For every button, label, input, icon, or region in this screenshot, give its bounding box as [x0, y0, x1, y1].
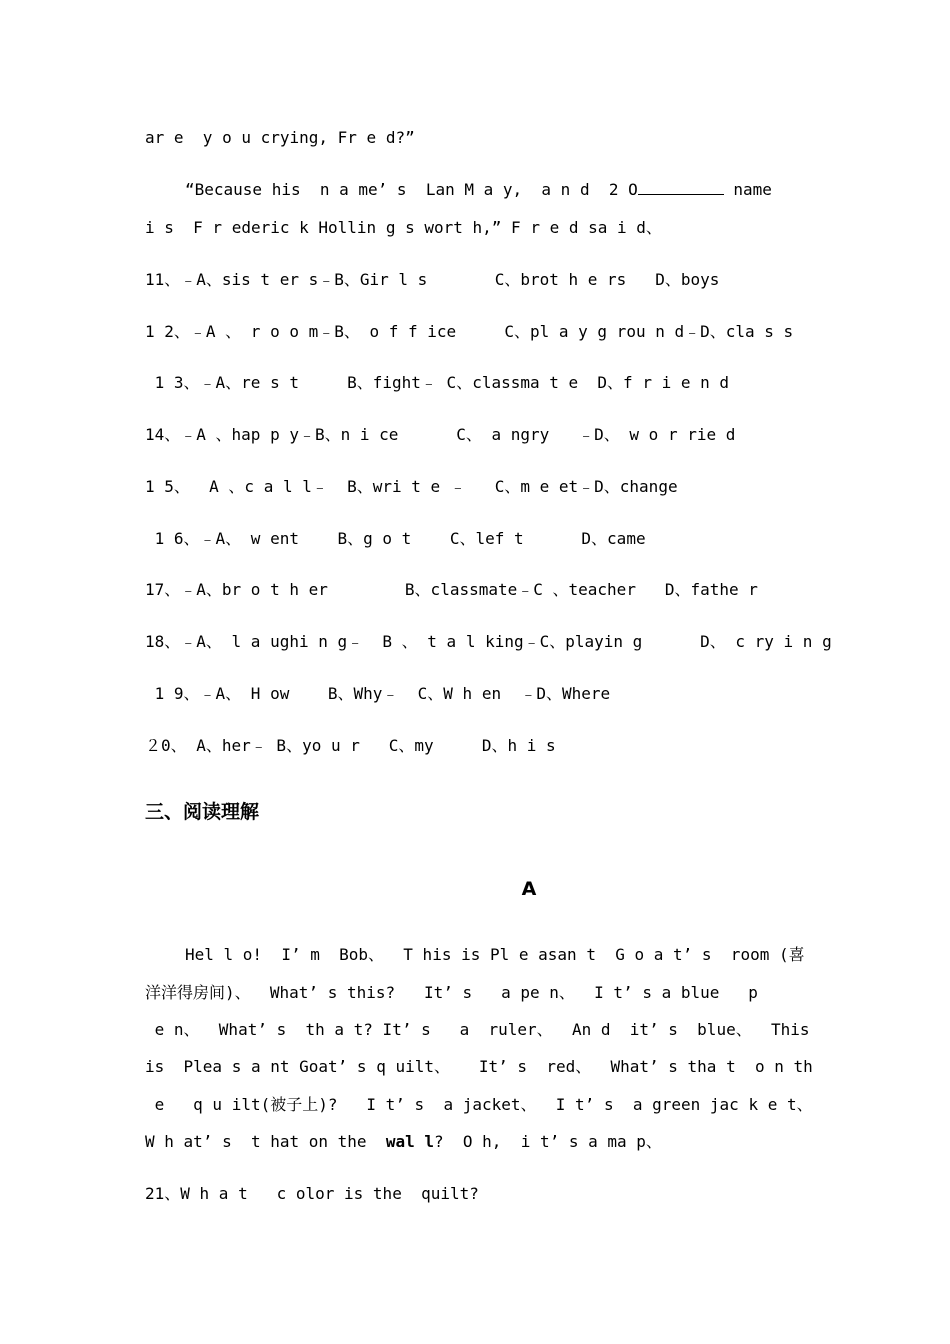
text-segment: ? O h, i t’ s a ma p、 — [434, 1132, 662, 1151]
question-line-19: 1 9、﹣A、 H ow B、Why﹣ C、W h en ﹣D、Where — [145, 684, 611, 703]
bold-word: wal l — [385, 1132, 434, 1151]
text-line — [185, 180, 865, 200]
text-segment: name — [723, 180, 772, 199]
text-segment: W h at’ s t hat on the — [145, 1132, 386, 1151]
question-line-21: 21、W h a t c olor is the quilt? — [145, 1184, 479, 1203]
question-line-14: 14、﹣A 、hap p y﹣B、n i ce C、 a ngry ﹣D、 w o r rie d — [145, 425, 736, 444]
passage-line: e q u ilt(被子上)? I t’ s a jacket、 I t’ s a green jac k e t、 — [145, 1095, 813, 1114]
passage-title: A — [521, 878, 537, 900]
passage-line — [145, 1132, 825, 1152]
answer-blank[interactable] — [638, 180, 724, 195]
text-line: ar e y o u crying, Fr e d?” — [145, 128, 415, 147]
passage-line: is Plea s a nt Goat’ s q uilt、 It’ s red、 What’ s tha t o n th — [145, 1057, 813, 1076]
question-line-16: 1 6、﹣A、 w ent B、g o t C、lef t D、came — [145, 529, 646, 548]
question-line-17: 17、﹣A、br o t h er B、classmate﹣C 、teacher D、fathe r — [145, 580, 758, 599]
question-line-12: 1 2、﹣A 、 r o o m﹣B、 o f f ice C、pl a y g rou n d﹣D、cla s s — [145, 322, 794, 341]
question-line-20: ２0、 A、her﹣ B、yo u r C、my D、h i s — [145, 736, 556, 755]
passage-line: Hel l o! I’ m Bob、 T his is Pl e asan t G o a t’ s room (喜 — [185, 945, 805, 964]
passage-line: e n、 What’ s th a t? It’ s a ruler、 An d it’ s blue、 This — [145, 1020, 810, 1039]
question-line-13: 1 3、﹣A、re s t B、fight﹣ C、classma t e D、f r i e n d — [145, 373, 730, 392]
question-line-18: 18、﹣A、 l a ughi n g﹣ B 、 t a l king﹣C、playin g D、 c ry i n g — [145, 632, 832, 651]
text-line: i s F r ederic k Hollin g s wort h,” F r e d sa i d、 — [145, 218, 662, 237]
section-heading: 三、阅读理解 — [145, 801, 260, 823]
passage-line: 洋洋得房间)、 What’ s this? It’ s a pe n、 I t’ s a blue p — [145, 983, 758, 1002]
question-line-15: 1 5、 A 、c a l l﹣ B、wri t e ﹣ C、m e et﹣D、change — [145, 477, 678, 496]
question-line-11: 11、﹣A、sis t er s﹣B、Gir l s C、brot h e rs D、boys — [145, 270, 720, 289]
text-segment: “Because his n a me’ s Lan M a y, a n d 2 O — [185, 180, 638, 199]
